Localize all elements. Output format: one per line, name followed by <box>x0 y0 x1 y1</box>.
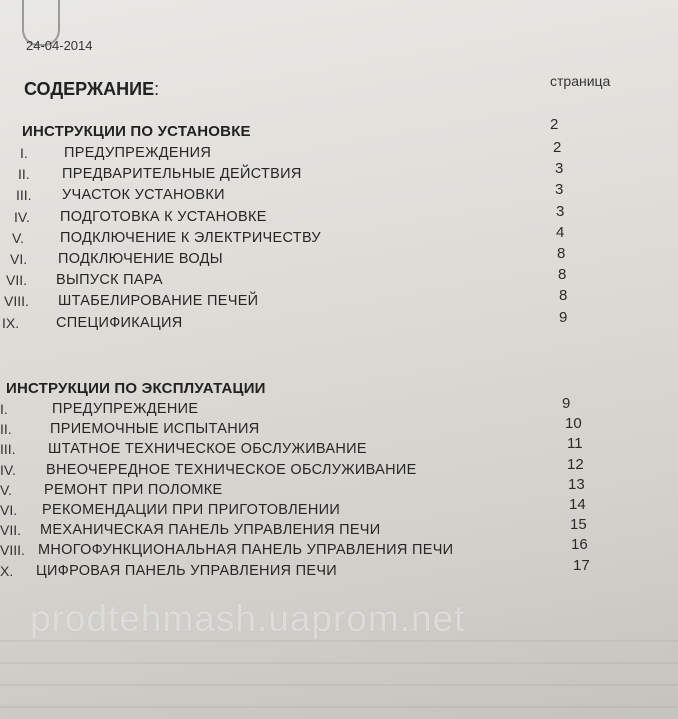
document-date: 24-04-2014 <box>26 38 93 53</box>
toc-item-title: РЕКОМЕНДАЦИИ ПРИ ПРИГОТОВЛЕНИИ <box>42 502 341 518</box>
toc-item-number: IX. <box>2 314 20 331</box>
toc-item-page: 3 <box>555 160 564 178</box>
toc-item-page: 11 <box>567 435 583 453</box>
contents-heading <box>24 79 159 100</box>
toc-item-page: 8 <box>558 266 567 284</box>
toc-item-number: IV. <box>14 208 30 225</box>
toc-item-page: 15 <box>570 516 587 534</box>
watermark: prodtehmash.uaprom.net <box>30 598 466 639</box>
toc-item-title: ШТАТНОЕ ТЕХНИЧЕСКОЕ ОБСЛУЖИВАНИЕ <box>48 441 367 458</box>
toc-item-page: 12 <box>567 455 584 473</box>
toc-item-number: I. <box>20 145 28 161</box>
toc-item-page: 8 <box>559 287 568 305</box>
toc-item-title: ПОДКЛЮЧЕНИЕ К ЭЛЕКТРИЧЕСТВУ <box>60 229 321 246</box>
faded-text-lines <box>0 640 678 719</box>
toc-item-title: ЦИФРОВАЯ ПАНЕЛЬ УПРАВЛЕНИЯ ПЕЧИ <box>36 562 338 579</box>
toc-item-number: II. <box>18 166 30 183</box>
toc-item-page: 9 <box>562 395 571 412</box>
toc-item-page: 2 <box>553 139 562 156</box>
toc-item-title: ПРЕДУПРЕЖДЕНИЯ <box>64 145 212 161</box>
toc-item-title: ПРЕДУПРЕЖДЕНИЕ <box>52 401 199 417</box>
toc-item-page: 8 <box>557 245 566 262</box>
toc-row <box>0 160 678 188</box>
toc-item-number: V. <box>12 229 24 246</box>
toc-item-number: III. <box>0 441 16 458</box>
toc-row <box>0 139 678 167</box>
toc-item-number: VI. <box>10 251 28 267</box>
toc-item-number: I. <box>0 401 8 417</box>
toc-item-title: МНОГОФУНКЦИОНАЛЬНАЯ ПАНЕЛЬ УПРАВЛЕНИЯ ПЕЧИ <box>38 542 454 559</box>
toc-row <box>0 266 678 294</box>
toc-row <box>0 181 678 209</box>
toc-item-number: II. <box>0 421 12 438</box>
toc-item-title: ПОДГОТОВКА К УСТАНОВКЕ <box>60 208 267 225</box>
toc-item-title: ПРЕДВАРИТЕЛЬНЫЕ ДЕЙСТВИЯ <box>62 166 302 183</box>
toc-item-number: VIII. <box>0 542 25 559</box>
toc-row <box>0 223 678 252</box>
toc-row <box>0 287 678 315</box>
toc-item-number: X. <box>0 562 14 579</box>
toc-item-number: VII. <box>0 522 22 539</box>
toc-item-page: 10 <box>565 415 582 433</box>
toc-item-number: VIII. <box>4 293 29 310</box>
page-column-label: страница <box>550 73 611 89</box>
toc-item-page: 4 <box>556 223 565 241</box>
toc-item-title: ПОДКЛЮЧЕНИЕ ВОДЫ <box>58 251 223 267</box>
toc-item-number: V. <box>0 481 12 498</box>
toc-row <box>0 202 678 231</box>
toc-item-number: III. <box>16 187 32 204</box>
toc-item-title: ВНЕОЧЕРЕДНОЕ ТЕХНИЧЕСКОЕ ОБСЛУЖИВАНИЕ <box>46 461 417 478</box>
toc-row <box>0 245 678 273</box>
toc-item-title: РЕМОНТ ПРИ ПОЛОМКЕ <box>44 481 223 498</box>
toc-item-title: МЕХАНИЧЕСКАЯ ПАНЕЛЬ УПРАВЛЕНИЯ ПЕЧИ <box>40 522 381 539</box>
toc-item-page: 17 <box>573 556 590 574</box>
contents-heading-text: СОДЕРЖАНИЕ <box>24 79 155 99</box>
toc-item-page: 14 <box>569 496 586 513</box>
toc-item-number: IV. <box>0 461 16 478</box>
installation-section-title: ИНСТРУКЦИИ ПО УСТАНОВКЕ <box>22 123 251 140</box>
operation-section-title: ИНСТРУКЦИИ ПО ЭКСПЛУАТАЦИИ <box>6 380 266 397</box>
contents-heading-colon: : <box>154 79 160 99</box>
toc-item-page: 3 <box>556 202 565 220</box>
toc-item-title: ВЫПУСК ПАРА <box>56 272 163 289</box>
toc-item-page: 3 <box>555 181 564 199</box>
toc-item-title: ПРИЕМОЧНЫЕ ИСПЫТАНИЯ <box>50 421 260 438</box>
toc-item-title: СПЕЦИФИКАЦИЯ <box>56 314 183 331</box>
toc-item-title: УЧАСТОК УСТАНОВКИ <box>62 187 225 204</box>
toc-item-page: 13 <box>568 475 585 493</box>
toc-row <box>0 556 678 585</box>
installation-section-page: 2 <box>550 116 559 133</box>
toc-item-title: ШТАБЕЛИРОВАНИЕ ПЕЧЕЙ <box>58 293 259 310</box>
toc-row <box>0 308 678 337</box>
toc-item-page: 9 <box>559 308 568 326</box>
toc-item-number: VI. <box>0 502 18 518</box>
toc-item-number: VII. <box>6 272 28 289</box>
toc-item-page: 16 <box>571 536 588 554</box>
